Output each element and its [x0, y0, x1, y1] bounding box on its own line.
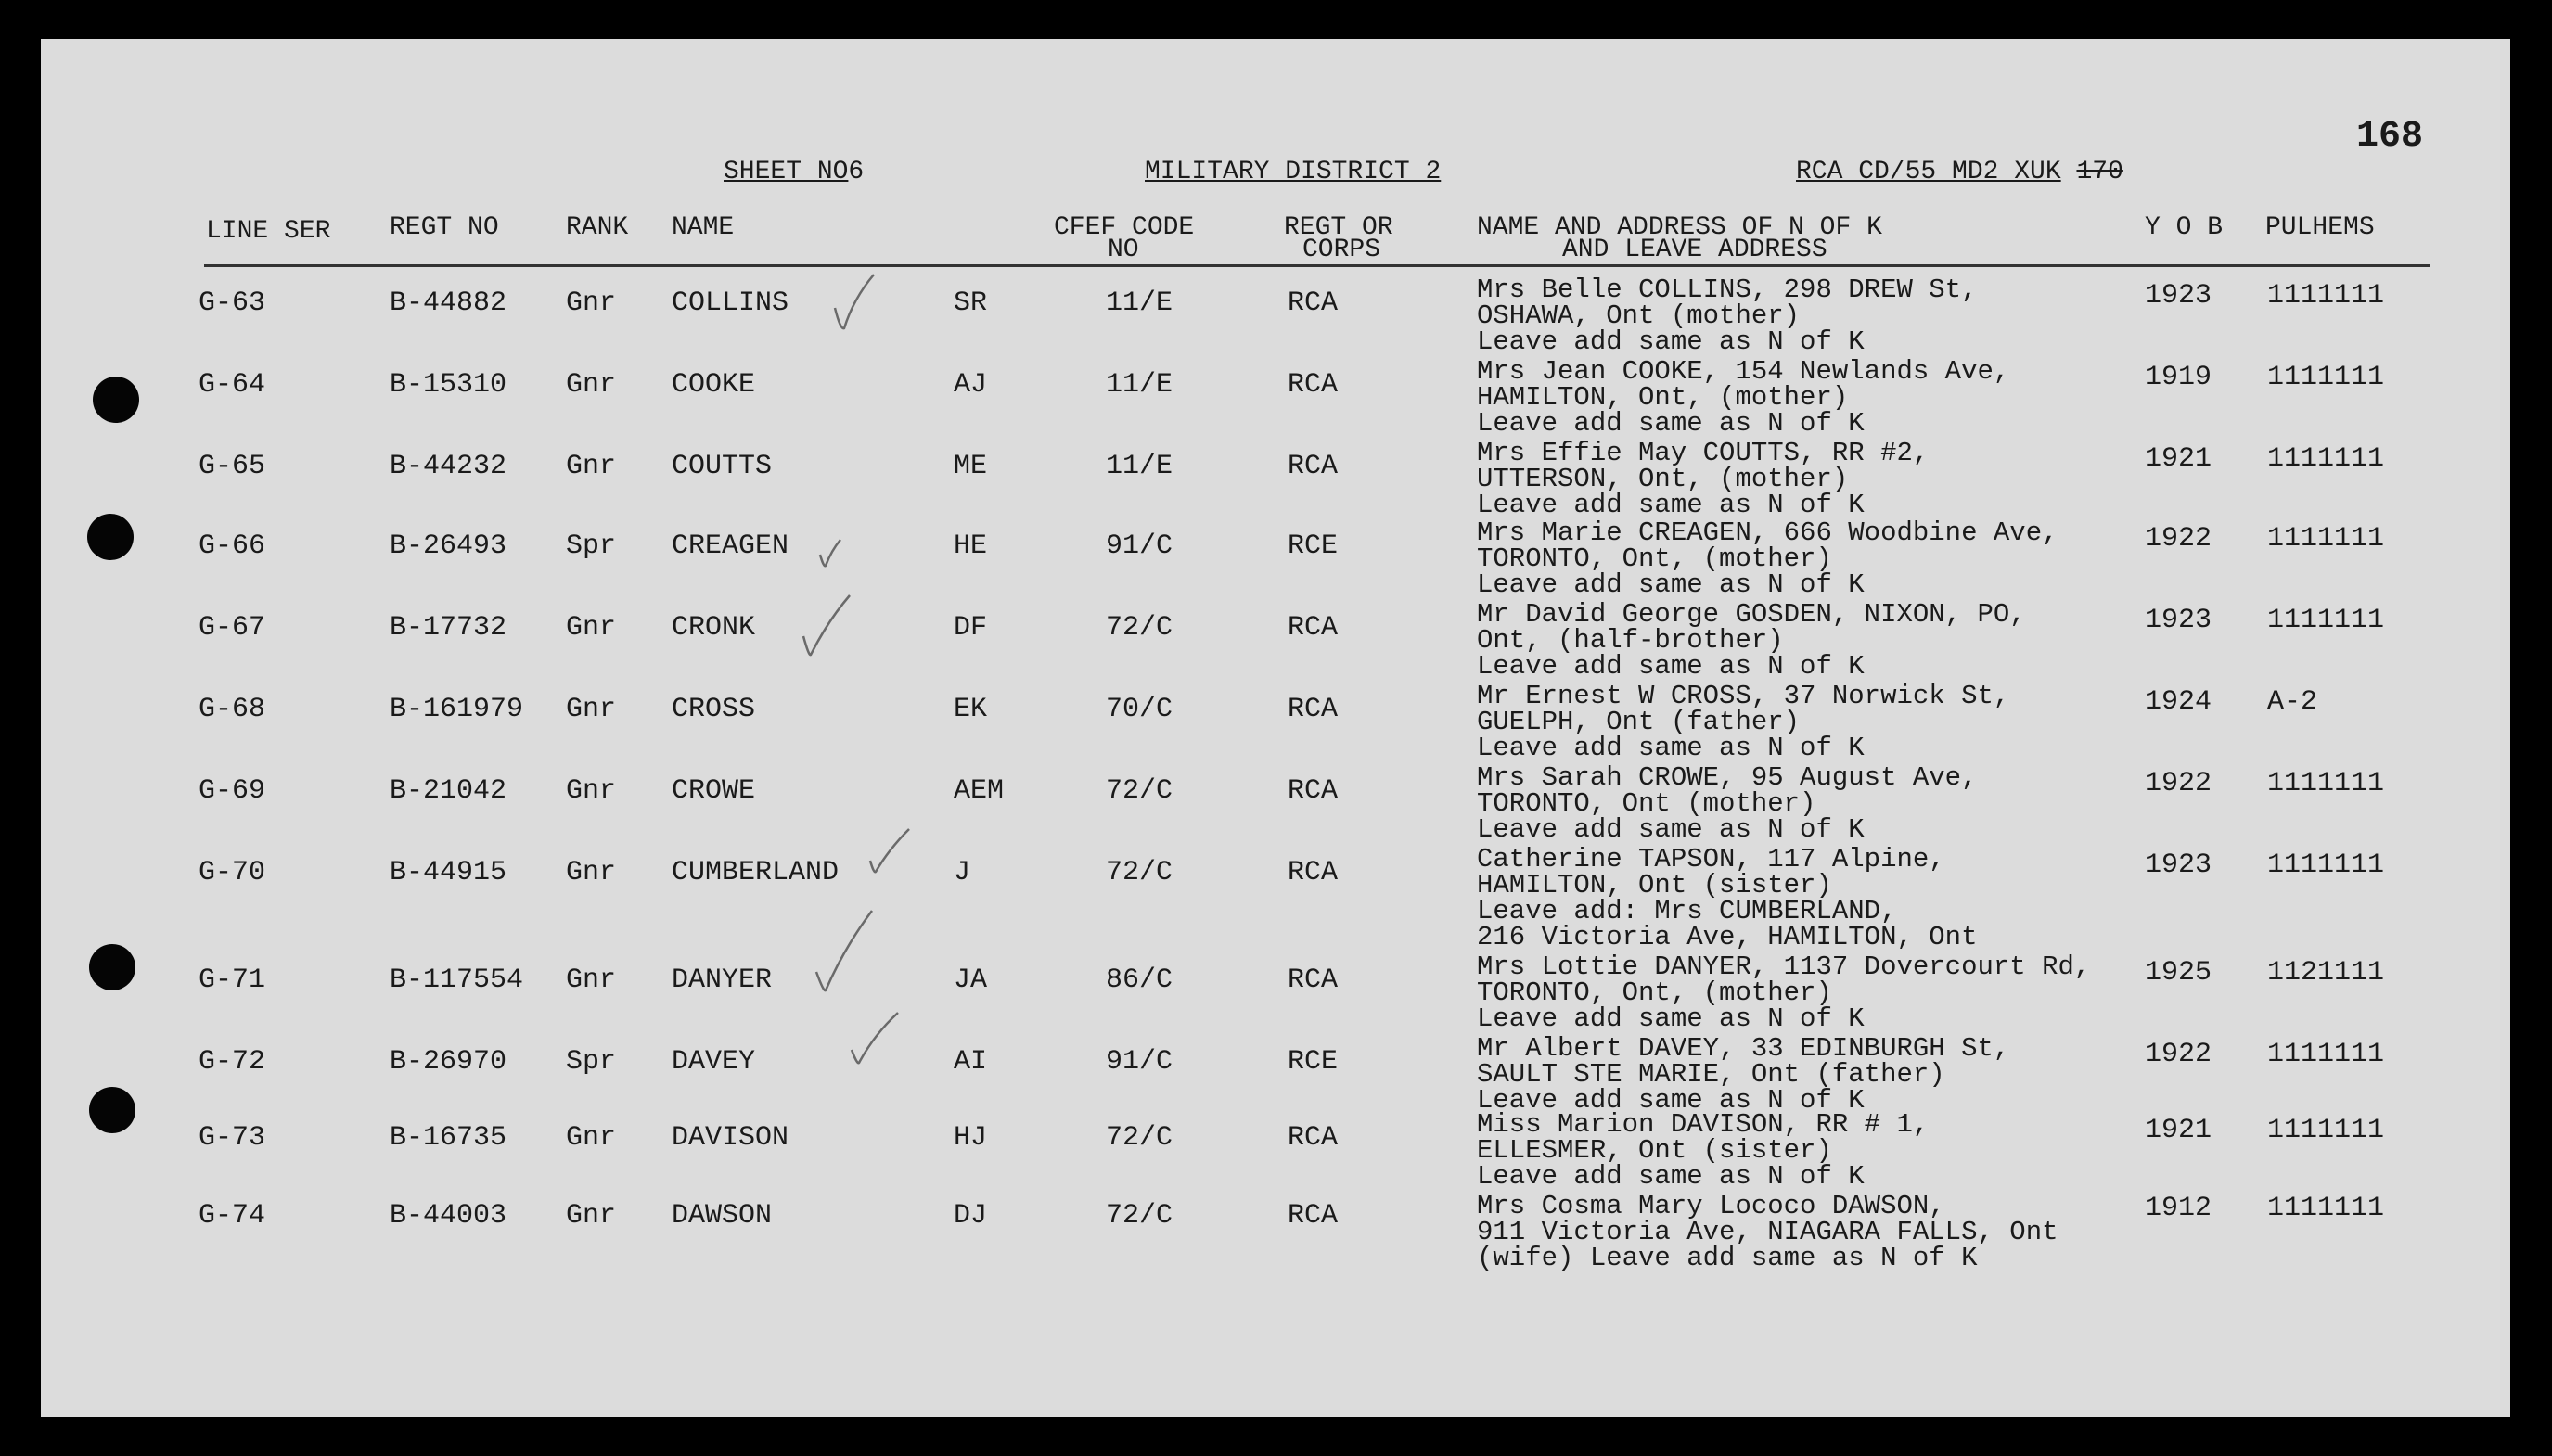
row-line-ser: G-73 [199, 1122, 266, 1154]
row-nok-address-line: Leave add same as N of K [1477, 408, 1865, 439]
row-surname: CREAGEN [672, 530, 789, 562]
row-initials: AEM [954, 775, 1005, 807]
row-initials: HE [954, 530, 988, 562]
row-regt-corps: RCA [1288, 857, 1339, 888]
row-cfef-code: 72/C [1106, 1200, 1173, 1232]
row-nok-address-line: ELLESMER, Ont (sister) [1477, 1135, 1832, 1166]
row-cfef-code: 72/C [1106, 612, 1173, 644]
row-nok-address-line: Catherine TAPSON, 117 Alpine, [1477, 844, 1945, 875]
row-initials: JA [954, 964, 988, 996]
row-regt-no: B-44003 [390, 1200, 507, 1232]
row-surname: DAVISON [672, 1122, 789, 1154]
row-regt-no: B-44915 [390, 857, 507, 888]
row-yob: 1921 [2145, 443, 2212, 475]
row-line-ser: G-68 [199, 694, 266, 725]
row-cfef-code: 70/C [1106, 694, 1173, 725]
row-surname: COUTTS [672, 451, 773, 482]
row-initials: HJ [954, 1122, 988, 1154]
row-line-ser: G-72 [199, 1046, 266, 1078]
row-rank: Spr [566, 1046, 617, 1078]
row-regt-no: B-161979 [390, 694, 524, 725]
row-rank: Gnr [566, 612, 617, 644]
row-regt-corps: RCA [1288, 964, 1339, 996]
page-number: 168 [2356, 116, 2424, 158]
row-regt-corps: RCA [1288, 1200, 1339, 1232]
row-initials: J [954, 857, 971, 888]
row-pulhems: A-2 [2267, 686, 2318, 718]
row-surname: CROSS [672, 694, 756, 725]
row-surname: CRONK [672, 612, 756, 644]
row-nok-address-line: Mr Albert DAVEY, 33 EDINBURGH St, [1477, 1033, 2010, 1064]
col-regt-no: REGT NO [390, 213, 499, 242]
header-rule [204, 264, 2430, 267]
row-nok-address-line: Mrs Belle COLLINS, 298 DREW St, [1477, 275, 1978, 305]
row-nok-address-line: Mr David George GOSDEN, NIXON, PO, [1477, 599, 2026, 630]
record-sheet [41, 39, 2510, 1417]
row-nok-address-line: Mrs Effie May COUTTS, RR #2, [1477, 438, 1930, 468]
military-district: MILITARY DISTRICT 2 [1145, 158, 1442, 186]
row-cfef-code: 72/C [1106, 775, 1173, 807]
row-line-ser: G-74 [199, 1200, 266, 1232]
row-line-ser: G-70 [199, 857, 266, 888]
row-pulhems: 1111111 [2267, 443, 2385, 475]
row-initials: AJ [954, 369, 988, 401]
row-nok-address-line: OSHAWA, Ont (mother) [1477, 300, 1801, 331]
row-nok-address-line: Mrs Jean COOKE, 154 Newlands Ave, [1477, 356, 2010, 387]
row-nok-address-line: TORONTO, Ont, (mother) [1477, 543, 1832, 574]
row-nok-address-line: Miss Marion DAVISON, RR # 1, [1477, 1109, 1930, 1140]
row-nok-address-line: (wife) Leave add same as N of K [1477, 1243, 1978, 1273]
row-pulhems: 1111111 [2267, 362, 2385, 393]
check-mark [816, 534, 844, 571]
row-regt-corps: RCA [1288, 1122, 1339, 1154]
row-cfef-code: 91/C [1106, 530, 1173, 562]
punch-hole [87, 514, 134, 560]
row-yob: 1923 [2145, 280, 2212, 312]
row-regt-corps: RCA [1288, 287, 1339, 319]
row-pulhems: 1111111 [2267, 1193, 2385, 1224]
sheet-number: SHEET NO6 [724, 158, 865, 186]
row-nok-address-line: SAULT STE MARIE, Ont (father) [1477, 1059, 1945, 1090]
row-nok-address-line: Leave add same as N of K [1477, 814, 1865, 845]
row-regt-corps: RCA [1288, 612, 1339, 644]
row-initials: ME [954, 451, 988, 482]
row-nok-address-line: HAMILTON, Ont (sister) [1477, 870, 1832, 900]
row-regt-corps: RCA [1288, 694, 1339, 725]
check-mark [866, 824, 913, 879]
row-nok-address-line: Leave add same as N of K [1477, 1085, 1865, 1116]
row-cfef-code: 11/E [1106, 287, 1173, 319]
row-surname: CROWE [672, 775, 756, 807]
row-nok-address-line: UTTERSON, Ont, (mother) [1477, 464, 1849, 494]
check-mark [831, 271, 878, 334]
row-yob: 1925 [2145, 957, 2212, 989]
row-cfef-code: 72/C [1106, 1122, 1173, 1154]
row-pulhems: 1111111 [2267, 768, 2385, 799]
row-nok-address-line: Leave add same as N of K [1477, 569, 1865, 600]
row-yob: 1922 [2145, 768, 2212, 799]
row-pulhems: 1111111 [2267, 523, 2385, 555]
row-surname: COOKE [672, 369, 756, 401]
row-line-ser: G-63 [199, 287, 266, 319]
col-cfef-no: NO [1108, 236, 1139, 264]
row-initials: AI [954, 1046, 988, 1078]
row-regt-corps: RCA [1288, 775, 1339, 807]
col-pulhems: PULHEMS [2265, 213, 2375, 242]
row-regt-no: B-117554 [390, 964, 524, 996]
row-rank: Gnr [566, 287, 617, 319]
row-yob: 1912 [2145, 1193, 2212, 1224]
row-regt-no: B-44232 [390, 451, 507, 482]
row-nok-address-line: Leave add same as N of K [1477, 733, 1865, 763]
check-mark [800, 590, 855, 664]
row-nok-address-line: GUELPH, Ont (father) [1477, 707, 1801, 737]
row-nok-address-line: 216 Victoria Ave, HAMILTON, Ont [1477, 922, 1978, 952]
punch-hole [89, 1087, 135, 1133]
row-regt-no: B-17732 [390, 612, 507, 644]
row-pulhems: 1111111 [2267, 605, 2385, 636]
col-corps: CORPS [1302, 236, 1381, 264]
row-cfef-code: 91/C [1106, 1046, 1173, 1078]
row-regt-corps: RCE [1288, 1046, 1339, 1078]
row-regt-no: B-44882 [390, 287, 507, 319]
row-nok-address-line: Ont, (half-brother) [1477, 625, 1784, 656]
col-nok-address: NAME AND ADDRESS OF N OF K [1477, 213, 1882, 242]
row-regt-no: B-26970 [390, 1046, 507, 1078]
row-cfef-code: 72/C [1106, 857, 1173, 888]
row-nok-address-line: TORONTO, Ont (mother) [1477, 788, 1816, 819]
row-nok-address-line: Leave add same as N of K [1477, 1161, 1865, 1192]
row-initials: SR [954, 287, 988, 319]
row-yob: 1922 [2145, 1039, 2212, 1070]
row-line-ser: G-65 [199, 451, 266, 482]
row-nok-address-line: Mrs Cosma Mary Lococo DAWSON, [1477, 1191, 1945, 1221]
row-surname: CUMBERLAND [672, 857, 840, 888]
reference-code: RCA CD/55 MD2 XUK 170 [1796, 158, 2123, 186]
row-regt-no: B-15310 [390, 369, 507, 401]
row-rank: Spr [566, 530, 617, 562]
row-line-ser: G-67 [199, 612, 266, 644]
punch-hole [89, 944, 135, 990]
row-pulhems: 1121111 [2267, 957, 2385, 989]
row-cfef-code: 86/C [1106, 964, 1173, 996]
row-yob: 1919 [2145, 362, 2212, 393]
col-cfef-code: CFEF CODE [1054, 213, 1195, 242]
row-nok-address-line: TORONTO, Ont, (mother) [1477, 977, 1832, 1008]
row-cfef-code: 11/E [1106, 451, 1173, 482]
row-pulhems: 1111111 [2267, 280, 2385, 312]
col-leave-address: AND LEAVE ADDRESS [1562, 236, 1827, 264]
row-regt-no: B-16735 [390, 1122, 507, 1154]
row-nok-address-line: Leave add same as N of K [1477, 490, 1865, 520]
row-initials: DF [954, 612, 988, 644]
row-rank: Gnr [566, 964, 617, 996]
row-pulhems: 1111111 [2267, 1039, 2385, 1070]
row-line-ser: G-66 [199, 530, 266, 562]
col-rank: RANK [566, 213, 629, 242]
row-nok-address-line: Mrs Sarah CROWE, 95 August Ave, [1477, 762, 1978, 793]
punch-hole [93, 377, 139, 423]
row-rank: Gnr [566, 369, 617, 401]
row-cfef-code: 11/E [1106, 369, 1173, 401]
col-yob: Y O B [2145, 213, 2224, 242]
row-nok-address-line: 911 Victoria Ave, NIAGARA FALLS, Ont [1477, 1217, 2058, 1247]
row-line-ser: G-64 [199, 369, 266, 401]
row-nok-address-line: Leave add same as N of K [1477, 651, 1865, 682]
row-rank: Gnr [566, 451, 617, 482]
row-rank: Gnr [566, 1122, 617, 1154]
row-rank: Gnr [566, 1200, 617, 1232]
row-regt-corps: RCE [1288, 530, 1339, 562]
row-yob: 1921 [2145, 1115, 2212, 1146]
row-nok-address-line: Mrs Marie CREAGEN, 666 Woodbine Ave, [1477, 517, 2058, 548]
row-pulhems: 1111111 [2267, 849, 2385, 881]
row-regt-no: B-26493 [390, 530, 507, 562]
row-yob: 1924 [2145, 686, 2212, 718]
row-regt-no: B-21042 [390, 775, 507, 807]
row-line-ser: G-69 [199, 775, 266, 807]
row-surname: DANYER [672, 964, 773, 996]
check-mark [813, 905, 878, 994]
row-line-ser: G-71 [199, 964, 266, 996]
row-nok-address-line: HAMILTON, Ont, (mother) [1477, 382, 1849, 413]
row-surname: DAWSON [672, 1200, 773, 1232]
row-nok-address-line: Mrs Lottie DANYER, 1137 Dovercourt Rd, [1477, 952, 2091, 982]
row-yob: 1922 [2145, 523, 2212, 555]
row-yob: 1923 [2145, 849, 2212, 881]
check-mark [848, 1007, 902, 1068]
row-nok-address-line: Leave add same as N of K [1477, 1003, 1865, 1034]
row-surname: COLLINS [672, 287, 789, 319]
row-yob: 1923 [2145, 605, 2212, 636]
row-surname: DAVEY [672, 1046, 756, 1078]
col-regt-or: REGT OR [1284, 213, 1393, 242]
row-nok-address-line: Mr Ernest W CROSS, 37 Norwick St, [1477, 681, 2010, 711]
row-rank: Gnr [566, 857, 617, 888]
col-line-ser: LINE SER [206, 217, 331, 246]
row-pulhems: 1111111 [2267, 1115, 2385, 1146]
row-regt-corps: RCA [1288, 451, 1339, 482]
row-nok-address-line: Leave add same as N of K [1477, 326, 1865, 357]
col-name: NAME [672, 213, 735, 242]
row-nok-address-line: Leave add: Mrs CUMBERLAND, [1477, 896, 1897, 926]
row-initials: EK [954, 694, 988, 725]
row-rank: Gnr [566, 775, 617, 807]
row-regt-corps: RCA [1288, 369, 1339, 401]
row-initials: DJ [954, 1200, 988, 1232]
row-rank: Gnr [566, 694, 617, 725]
